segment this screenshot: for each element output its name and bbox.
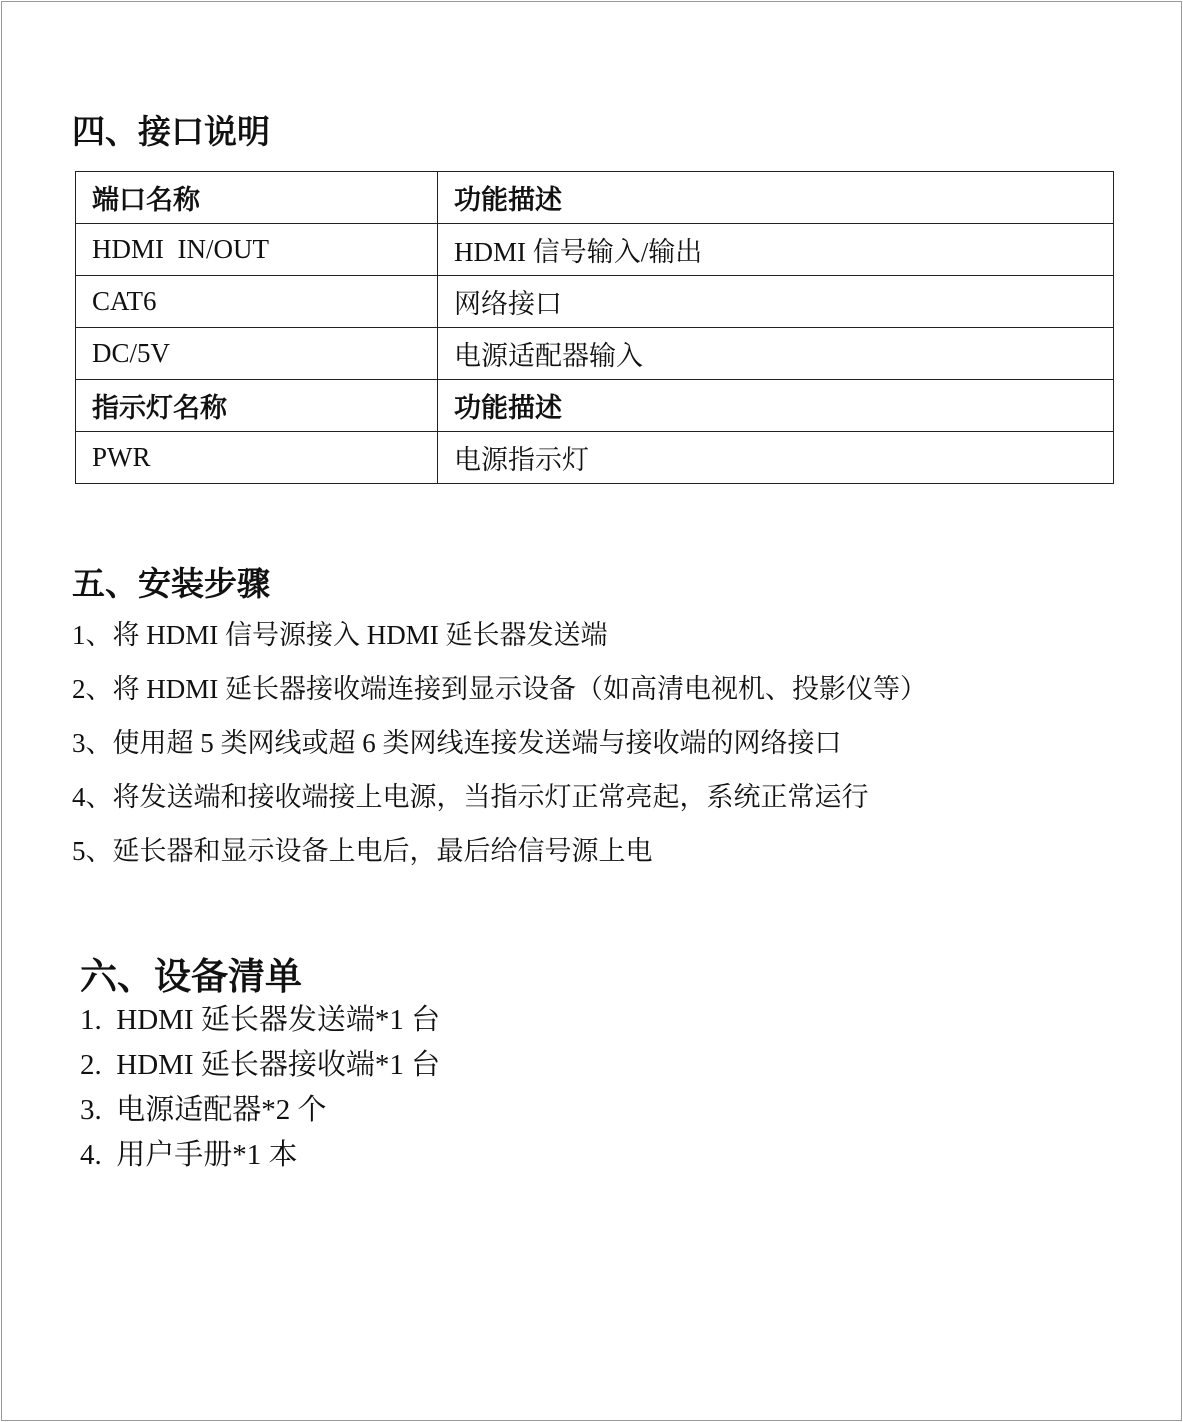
port-name-cell: 指示灯名称 bbox=[76, 380, 438, 432]
install-step: 1、将 HDMI 信号源接入 HDMI 延长器发送端 bbox=[72, 620, 608, 650]
install-step: 2、将 HDMI 延长器接收端连接到显示设备（如高清电视机、投影仪等） bbox=[72, 674, 927, 704]
table-row bbox=[76, 432, 1114, 484]
function-desc-cell: 网络接口 bbox=[438, 276, 1114, 328]
section-title-interfaces: 四、接口说明 bbox=[72, 112, 270, 151]
function-desc-cell: 功能描述 bbox=[438, 380, 1114, 432]
install-steps bbox=[72, 615, 927, 885]
function-desc-cell: 功能描述 bbox=[438, 172, 1114, 224]
table-row bbox=[76, 328, 1114, 380]
packing-item: 3. 电源适配器*2 个 bbox=[80, 1094, 327, 1126]
port-name-cell: CAT6 bbox=[76, 276, 438, 328]
section-title-install: 五、安装步骤 bbox=[72, 564, 270, 603]
port-name-cell: DC/5V bbox=[76, 328, 438, 380]
function-desc-cell: 电源适配器输入 bbox=[438, 328, 1114, 380]
function-desc-cell: 电源指示灯 bbox=[438, 432, 1114, 484]
interface-table bbox=[75, 171, 1114, 484]
packing-item: 1. HDMI 延长器发送端*1 台 bbox=[80, 1004, 441, 1036]
install-step: 3、使用超 5 类网线或超 6 类网线连接发送端与接收端的网络接口 bbox=[72, 728, 842, 758]
table-row bbox=[76, 276, 1114, 328]
packing-item: 4. 用户手册*1 本 bbox=[80, 1139, 298, 1171]
port-name-cell: 端口名称 bbox=[76, 172, 438, 224]
install-step: 4、将发送端和接收端接上电源，当指示灯正常亮起，系统正常运行 bbox=[72, 782, 869, 812]
packing-list bbox=[80, 1000, 440, 1180]
install-step: 5、延长器和显示设备上电后，最后给信号源上电 bbox=[72, 836, 653, 866]
section-title-packing: 六、设备清单 bbox=[80, 955, 302, 998]
port-name-cell: HDMI IN/OUT bbox=[76, 224, 438, 276]
packing-item: 2. HDMI 延长器接收端*1 台 bbox=[80, 1049, 441, 1081]
table-header-row bbox=[76, 380, 1114, 432]
function-desc-cell: HDMI 信号输入/输出 bbox=[438, 224, 1114, 276]
port-name-cell: PWR bbox=[76, 432, 438, 484]
table-row bbox=[76, 224, 1114, 276]
table-header-row bbox=[76, 172, 1114, 224]
